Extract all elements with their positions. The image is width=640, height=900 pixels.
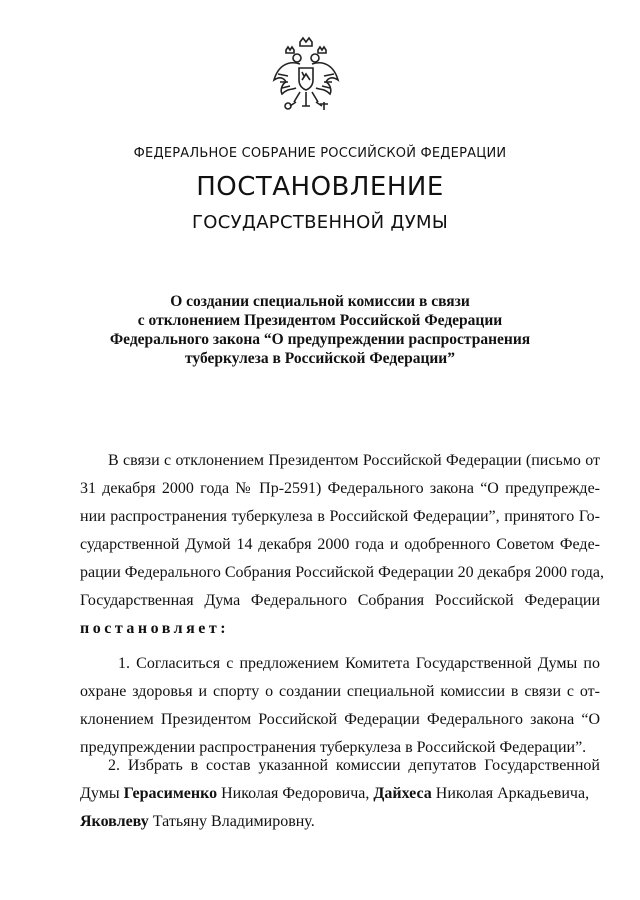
preamble-line: Государственная Дума Федерального Собрания Российской Федерации bbox=[80, 592, 600, 609]
preamble-line: сударственной Думой 14 декабря 2000 года и одобренного Советом Феде- bbox=[80, 536, 600, 553]
item-2-line bbox=[80, 780, 600, 808]
russian-coat-of-arms-icon bbox=[270, 36, 342, 116]
item-1-line: клонением Президентом Российской Федерации Федерального закона “О bbox=[80, 711, 600, 728]
deputy-2-surname: Дайхеса bbox=[373, 785, 432, 802]
document-type-title: ПОСТАНОВЛЕНИЕ bbox=[196, 172, 444, 202]
item-1-line: охране здоровья и спорту о создании специальной комиссии в связи с от- bbox=[80, 683, 600, 700]
item-2-line bbox=[80, 808, 600, 836]
item-2-line: 2. Избрать в состав указанной комиссии депутатов Государственной bbox=[108, 757, 600, 774]
subject-line: туберкулеза в Российской Федерации” bbox=[185, 350, 455, 367]
issuing-body-title: ГОСУДАРСТВЕННОЙ ДУМЫ bbox=[191, 212, 449, 233]
preamble-line: рации Федерального Собрания Российской Федерации 20 декабря 2000 года, bbox=[80, 564, 604, 581]
preamble-line: нии распространения туберкулеза в Российской Федерации”, принятого Го- bbox=[80, 508, 600, 525]
deputy-1-surname: Герасименко bbox=[123, 785, 218, 802]
deputy-1-name: Николая Федоровича, bbox=[221, 785, 370, 802]
item-1-paragraph bbox=[80, 650, 600, 762]
item-1-line: предупреждении распространения туберкулеза в Российской Федерации”. bbox=[80, 739, 587, 756]
preamble-paragraph bbox=[80, 447, 604, 643]
item-2-paragraph bbox=[80, 752, 600, 836]
preamble-line: 31 декабря 2000 года № Пр-2591) Федерального закона “О предупрежде- bbox=[80, 480, 600, 497]
preamble-line: В связи с отклонением Президентом Российской Федерации (письмо от bbox=[108, 452, 600, 469]
organization-name: ФЕДЕРАЛЬНОЕ СОБРАНИЕ РОССИЙСКОЙ ФЕДЕРАЦИИ bbox=[133, 146, 507, 161]
deputy-3-surname: Яковлеву bbox=[80, 813, 149, 830]
subject-line: О создании специальной комиссии в связи bbox=[170, 293, 470, 310]
deputy-3-name: Татьяну Владимировну. bbox=[152, 813, 315, 830]
resolves-word: постановляет: bbox=[80, 620, 230, 637]
subject-line: с отклонением Президентом Российской Федерации bbox=[137, 312, 503, 329]
line-prefix: Думы bbox=[80, 785, 120, 802]
resolution-subject bbox=[60, 292, 580, 368]
subject-line: Федерального закона “О предупреждении распространения bbox=[109, 331, 531, 348]
deputy-2-name: Николая Аркадьевича, bbox=[435, 785, 590, 802]
item-1-line: 1. Согласиться с предложением Комитета Государственной Думы по bbox=[118, 655, 600, 672]
